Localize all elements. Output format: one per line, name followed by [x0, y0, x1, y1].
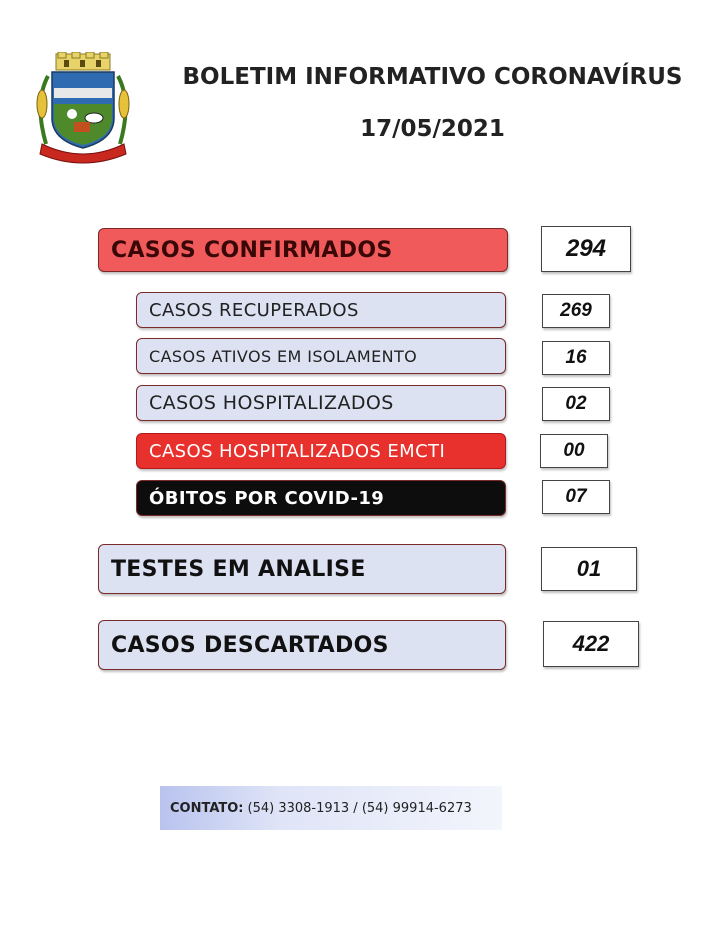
pending-tests-value: 01: [541, 547, 637, 591]
discarded-cases-value: 422: [543, 621, 639, 667]
confirmed-cases-label: [98, 228, 508, 272]
confirmed-cases-text: CASOS CONFIRMADOS: [111, 237, 393, 263]
icu-cases-text: CASOS HOSPITALIZADOS EMCTI: [149, 440, 446, 462]
contact-phones: (54) 3308-1913 / (54) 99914-6273: [247, 800, 472, 816]
contact-label: CONTATO:: [170, 800, 244, 816]
recovered-cases-text: CASOS RECUPERADOS: [149, 299, 359, 321]
deaths-label: [136, 480, 506, 516]
active-cases-text: CASOS ATIVOS EM ISOLAMENTO: [149, 346, 418, 366]
recovered-cases-label: [136, 292, 506, 328]
coat-of-arms-logo: [28, 52, 138, 164]
icu-cases-value: 00: [540, 434, 608, 468]
contact-box: [160, 786, 502, 830]
hospitalized-cases-value: 02: [542, 387, 610, 421]
hospitalized-cases-text: CASOS HOSPITALIZADOS: [149, 392, 394, 414]
bulletin-date: 17/05/2021: [360, 116, 505, 142]
hospitalized-cases-label: [136, 385, 506, 421]
active-cases-value: 16: [542, 341, 610, 375]
deaths-text: ÓBITOS POR COVID-19: [149, 487, 385, 509]
pending-tests-text: TESTES EM ANALISE: [111, 556, 366, 582]
discarded-cases-label: [98, 620, 506, 670]
pending-tests-label: [98, 544, 506, 594]
icu-cases-label: [136, 433, 506, 469]
active-cases-label: [136, 338, 506, 374]
recovered-cases-value: 269: [542, 294, 610, 328]
confirmed-cases-value: 294: [541, 226, 631, 272]
bulletin-title: BOLETIM INFORMATIVO CORONAVÍRUS: [182, 64, 683, 90]
deaths-value: 07: [542, 480, 610, 514]
discarded-cases-text: CASOS DESCARTADOS: [111, 632, 389, 658]
